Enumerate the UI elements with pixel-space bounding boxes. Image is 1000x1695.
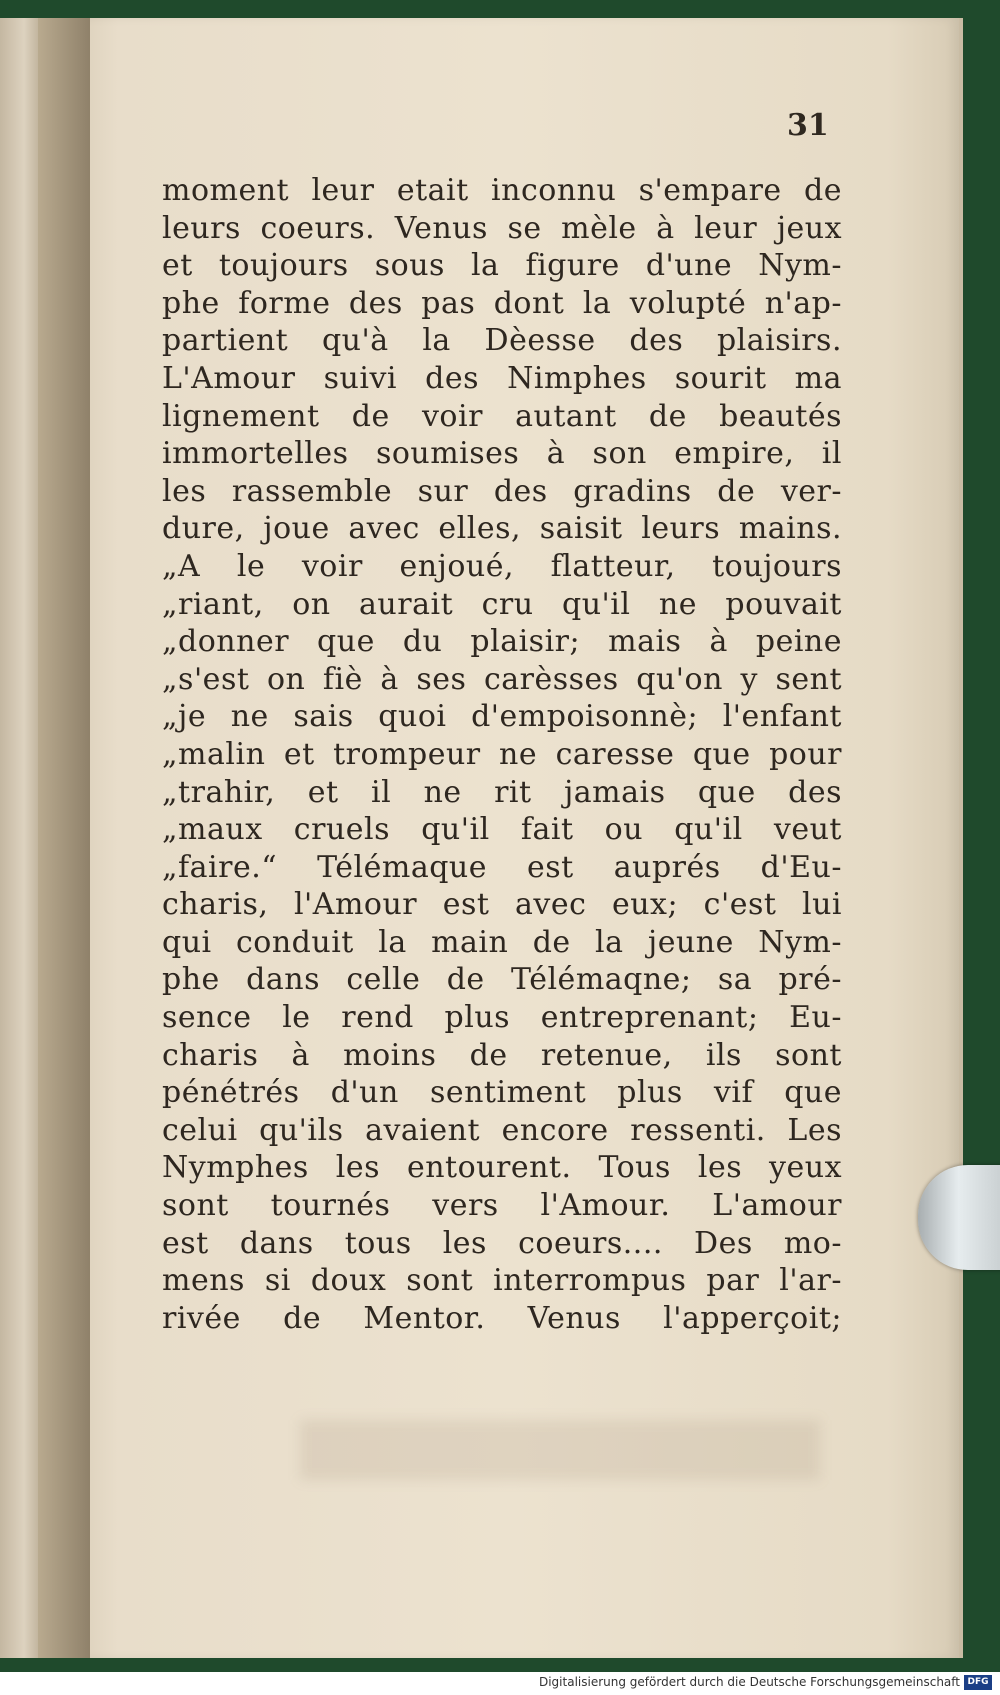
text-line: „je ne sais quoi d'empoisonnè; l'enfant [162, 699, 842, 735]
text-line: L'Amour suivi des Nimphes sourit ma [162, 360, 842, 396]
text-line: moment leur etait inconnu s'empare de [162, 173, 842, 208]
book-gutter [38, 18, 90, 1658]
text-line: „faire.“ Télémaque est auprés d'Eu- [162, 849, 842, 885]
text-line: charis à moins de retenue, ils sont [162, 1037, 842, 1073]
page-number: 31 [787, 108, 829, 143]
text-line: sont tournés vers l'Amour. L'amour [162, 1188, 842, 1224]
text-line: immortelles soumises à son empire, il [162, 436, 842, 472]
text-line: phe forme des pas dont la volupté n'ap- [162, 285, 842, 321]
text-line: qui conduit la main de la jeune Nym- [162, 924, 842, 960]
text-line: „A le voir enjoué, flatteur, toujours [162, 548, 842, 584]
text-line: „maux cruels qu'il fait ou qu'il veut [162, 812, 842, 848]
text-line: lignement de voir autant de beautés [162, 398, 842, 434]
text-line: est dans tous les coeurs.... Des mo- [162, 1225, 842, 1261]
page-text [162, 172, 842, 1422]
text-line: „trahir, et il ne rit jamais que des [162, 774, 842, 810]
text-line: rivée de Mentor. Venus l'apperçoit; [162, 1300, 842, 1336]
text-line: mens si doux sont interrompus par l'ar- [162, 1263, 842, 1299]
text-line: partient qu'à la Dèesse des plaisirs. [162, 323, 842, 359]
text-line: „donner que du plaisir; mais à peine [162, 624, 842, 660]
text-line: celui qu'ils avaient encore ressenti. Les [162, 1112, 842, 1148]
text-line: les rassemble sur des gradins de ver- [162, 473, 842, 509]
digitization-credit: Digitalisierung gefördert durch die Deutsche Forschungsgemeinschaft [538, 1675, 960, 1689]
text-line: charis, l'Amour est avec eux; c'est lui [162, 887, 842, 923]
text-line: „s'est on fiè à ses carèsses qu'on y sent [162, 661, 842, 697]
text-line: „riant, on aurait cru qu'il ne pouvait [162, 586, 842, 622]
text-line: „malin et trompeur ne caresse que pour [162, 736, 842, 772]
text-line: et toujours sous la figure d'une Nym- [162, 248, 842, 284]
text-line: leurs coeurs. Venus se mèle à leur jeux [162, 210, 842, 246]
previous-page-edge [0, 18, 40, 1658]
text-line: Nymphes les entourent. Tous les yeux [162, 1150, 842, 1186]
text-line: pénétrés d'un sentiment plus vif que [162, 1075, 842, 1111]
text-line: phe dans celle de Télémaqne; sa pré- [162, 962, 842, 998]
bleed-through-text [300, 1420, 820, 1480]
dfg-logo-icon: DFG [964, 1675, 992, 1690]
text-line: dure, joue avec elles, saisit leurs mains. [162, 511, 842, 547]
text-line: sence le rend plus entreprenant; Eu- [162, 1000, 842, 1036]
